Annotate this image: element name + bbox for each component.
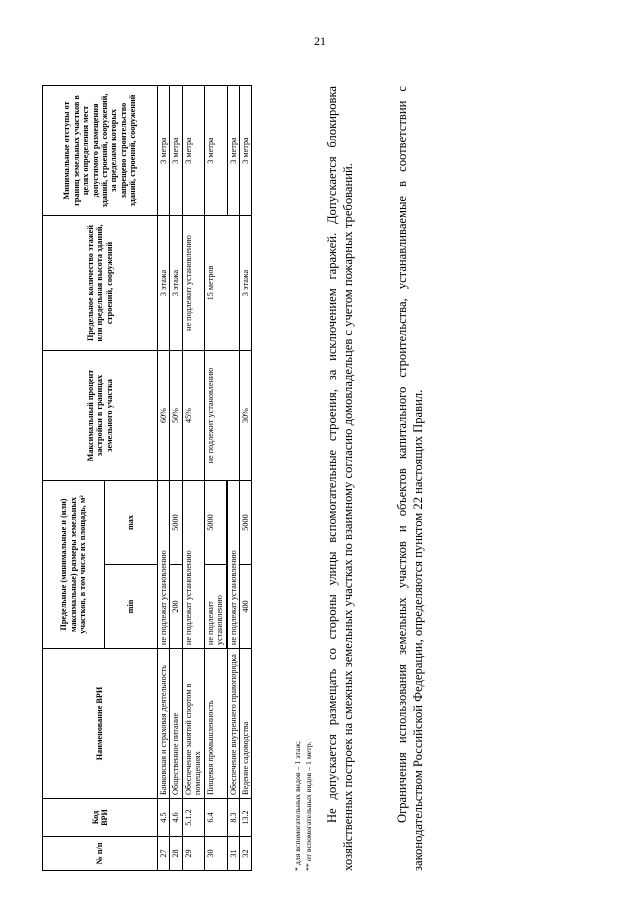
row-name: Обеспечение занятий спортом в помещениях bbox=[182, 649, 204, 799]
row-name: Пищевая промышленность bbox=[204, 649, 227, 799]
row-max: 5000 bbox=[239, 481, 251, 565]
row-min: не подлежит установлению bbox=[204, 565, 226, 649]
row-setback: 3 метра bbox=[158, 86, 170, 216]
table-notes bbox=[292, 741, 315, 871]
page-number: 21 bbox=[314, 34, 326, 48]
note-line: ** от вспомогательных видов – 1 метр. bbox=[304, 741, 314, 871]
row-floors: 3 этажа bbox=[158, 216, 170, 351]
row-code: 4.5 bbox=[158, 799, 170, 837]
row-setback: 3 метра bbox=[239, 86, 251, 216]
row-size-merged: не подлежат установлению bbox=[182, 481, 204, 649]
row-percent: 45% bbox=[182, 351, 204, 481]
row-max: 5000 bbox=[170, 481, 182, 565]
row-num: 32 bbox=[239, 837, 251, 871]
table-row bbox=[170, 86, 182, 871]
row-code: 8.3 bbox=[227, 799, 239, 837]
row-code: 6.4 bbox=[204, 799, 227, 837]
vri-table bbox=[42, 85, 252, 871]
row-setback: 3 метра bbox=[204, 86, 227, 216]
row-num: 28 bbox=[170, 837, 182, 871]
row-num: 30 bbox=[204, 837, 227, 871]
row-code: 13.2 bbox=[239, 799, 251, 837]
table-row bbox=[239, 86, 251, 871]
row-size-merged: не подлежат установлению bbox=[227, 481, 239, 649]
header-min: min bbox=[105, 565, 158, 649]
header-name: Наименование ВРИ bbox=[43, 649, 158, 799]
header-num: № п/п bbox=[43, 837, 158, 871]
row-setback: 3 метра bbox=[170, 86, 182, 216]
table-row bbox=[158, 86, 170, 871]
row-name: Общественное питание bbox=[170, 649, 182, 799]
row-name: Банковская и страховая деятельность bbox=[158, 649, 170, 799]
row-percent: 60% bbox=[158, 351, 170, 481]
table-header-row bbox=[43, 86, 105, 871]
row-num: 27 bbox=[158, 837, 170, 871]
row-floors: 3 этажа bbox=[239, 216, 251, 351]
header-code: Код ВРИ bbox=[43, 799, 158, 837]
header-max: max bbox=[105, 481, 158, 565]
row-size-merged: не подлежат установлению bbox=[158, 481, 170, 649]
row-floors: не подлежит установлению bbox=[182, 216, 204, 351]
row-code: 5.1.2 bbox=[182, 799, 204, 837]
paragraph: Не допускается размещать со стороны улицы вспомогательные строения, за исключением гаражей. Допускается блокировка хозяйственных построек на смежных земельных участках по взаимному согласию домовладельцев с учетом пожарных требований. bbox=[325, 86, 356, 871]
row-num: 31 bbox=[227, 837, 239, 871]
row-floors: 3 этажа bbox=[170, 216, 182, 351]
paragraph: Ограничения использования земельных участков и объектов капитального строительства, устанавливаемые в соответствии с законодательством Российской Федерации, определяются пунктом 22 настоящих Правил. bbox=[395, 86, 426, 871]
note-line: * для вспомогательных видов – 1 этаж; bbox=[293, 740, 302, 871]
header-floors: Предельное количество этажей или предельная высота зданий, строений, сооружений bbox=[43, 216, 158, 351]
row-num: 29 bbox=[182, 837, 204, 871]
row-min: 400 bbox=[239, 565, 251, 649]
row-setback: 3 метра bbox=[182, 86, 204, 216]
header-setback: Минимальные отступы от границ земельных участков в целях определения мест допустимого размещения зданий, строений, сооружений, за пределами которых запрещено строительство зданий, строений, сооружений bbox=[43, 86, 158, 216]
header-size-group: Предельные (минимальные и (или) максимальные) размеры земельных участков, в том числе их площадь, м² bbox=[43, 481, 105, 649]
header-percent: Максимальный процент застройки в границах земельного участка bbox=[43, 351, 158, 481]
row-percent: не подлежит установлению bbox=[204, 351, 239, 481]
row-percent: 50% bbox=[170, 351, 182, 481]
row-name: Обеспечение внутреннего правопорядка bbox=[227, 649, 239, 799]
row-floors: 15 метров bbox=[204, 216, 239, 351]
rotated-page-content bbox=[40, 73, 600, 883]
table-row bbox=[182, 86, 204, 871]
row-percent: 30% bbox=[239, 351, 251, 481]
row-name: Ведение садоводства bbox=[239, 649, 251, 799]
table-row bbox=[204, 86, 226, 871]
row-setback: 3 метра bbox=[227, 86, 239, 216]
row-code: 4.6 bbox=[170, 799, 182, 837]
row-max: 5000 bbox=[204, 481, 226, 565]
row-min: 200 bbox=[170, 565, 182, 649]
